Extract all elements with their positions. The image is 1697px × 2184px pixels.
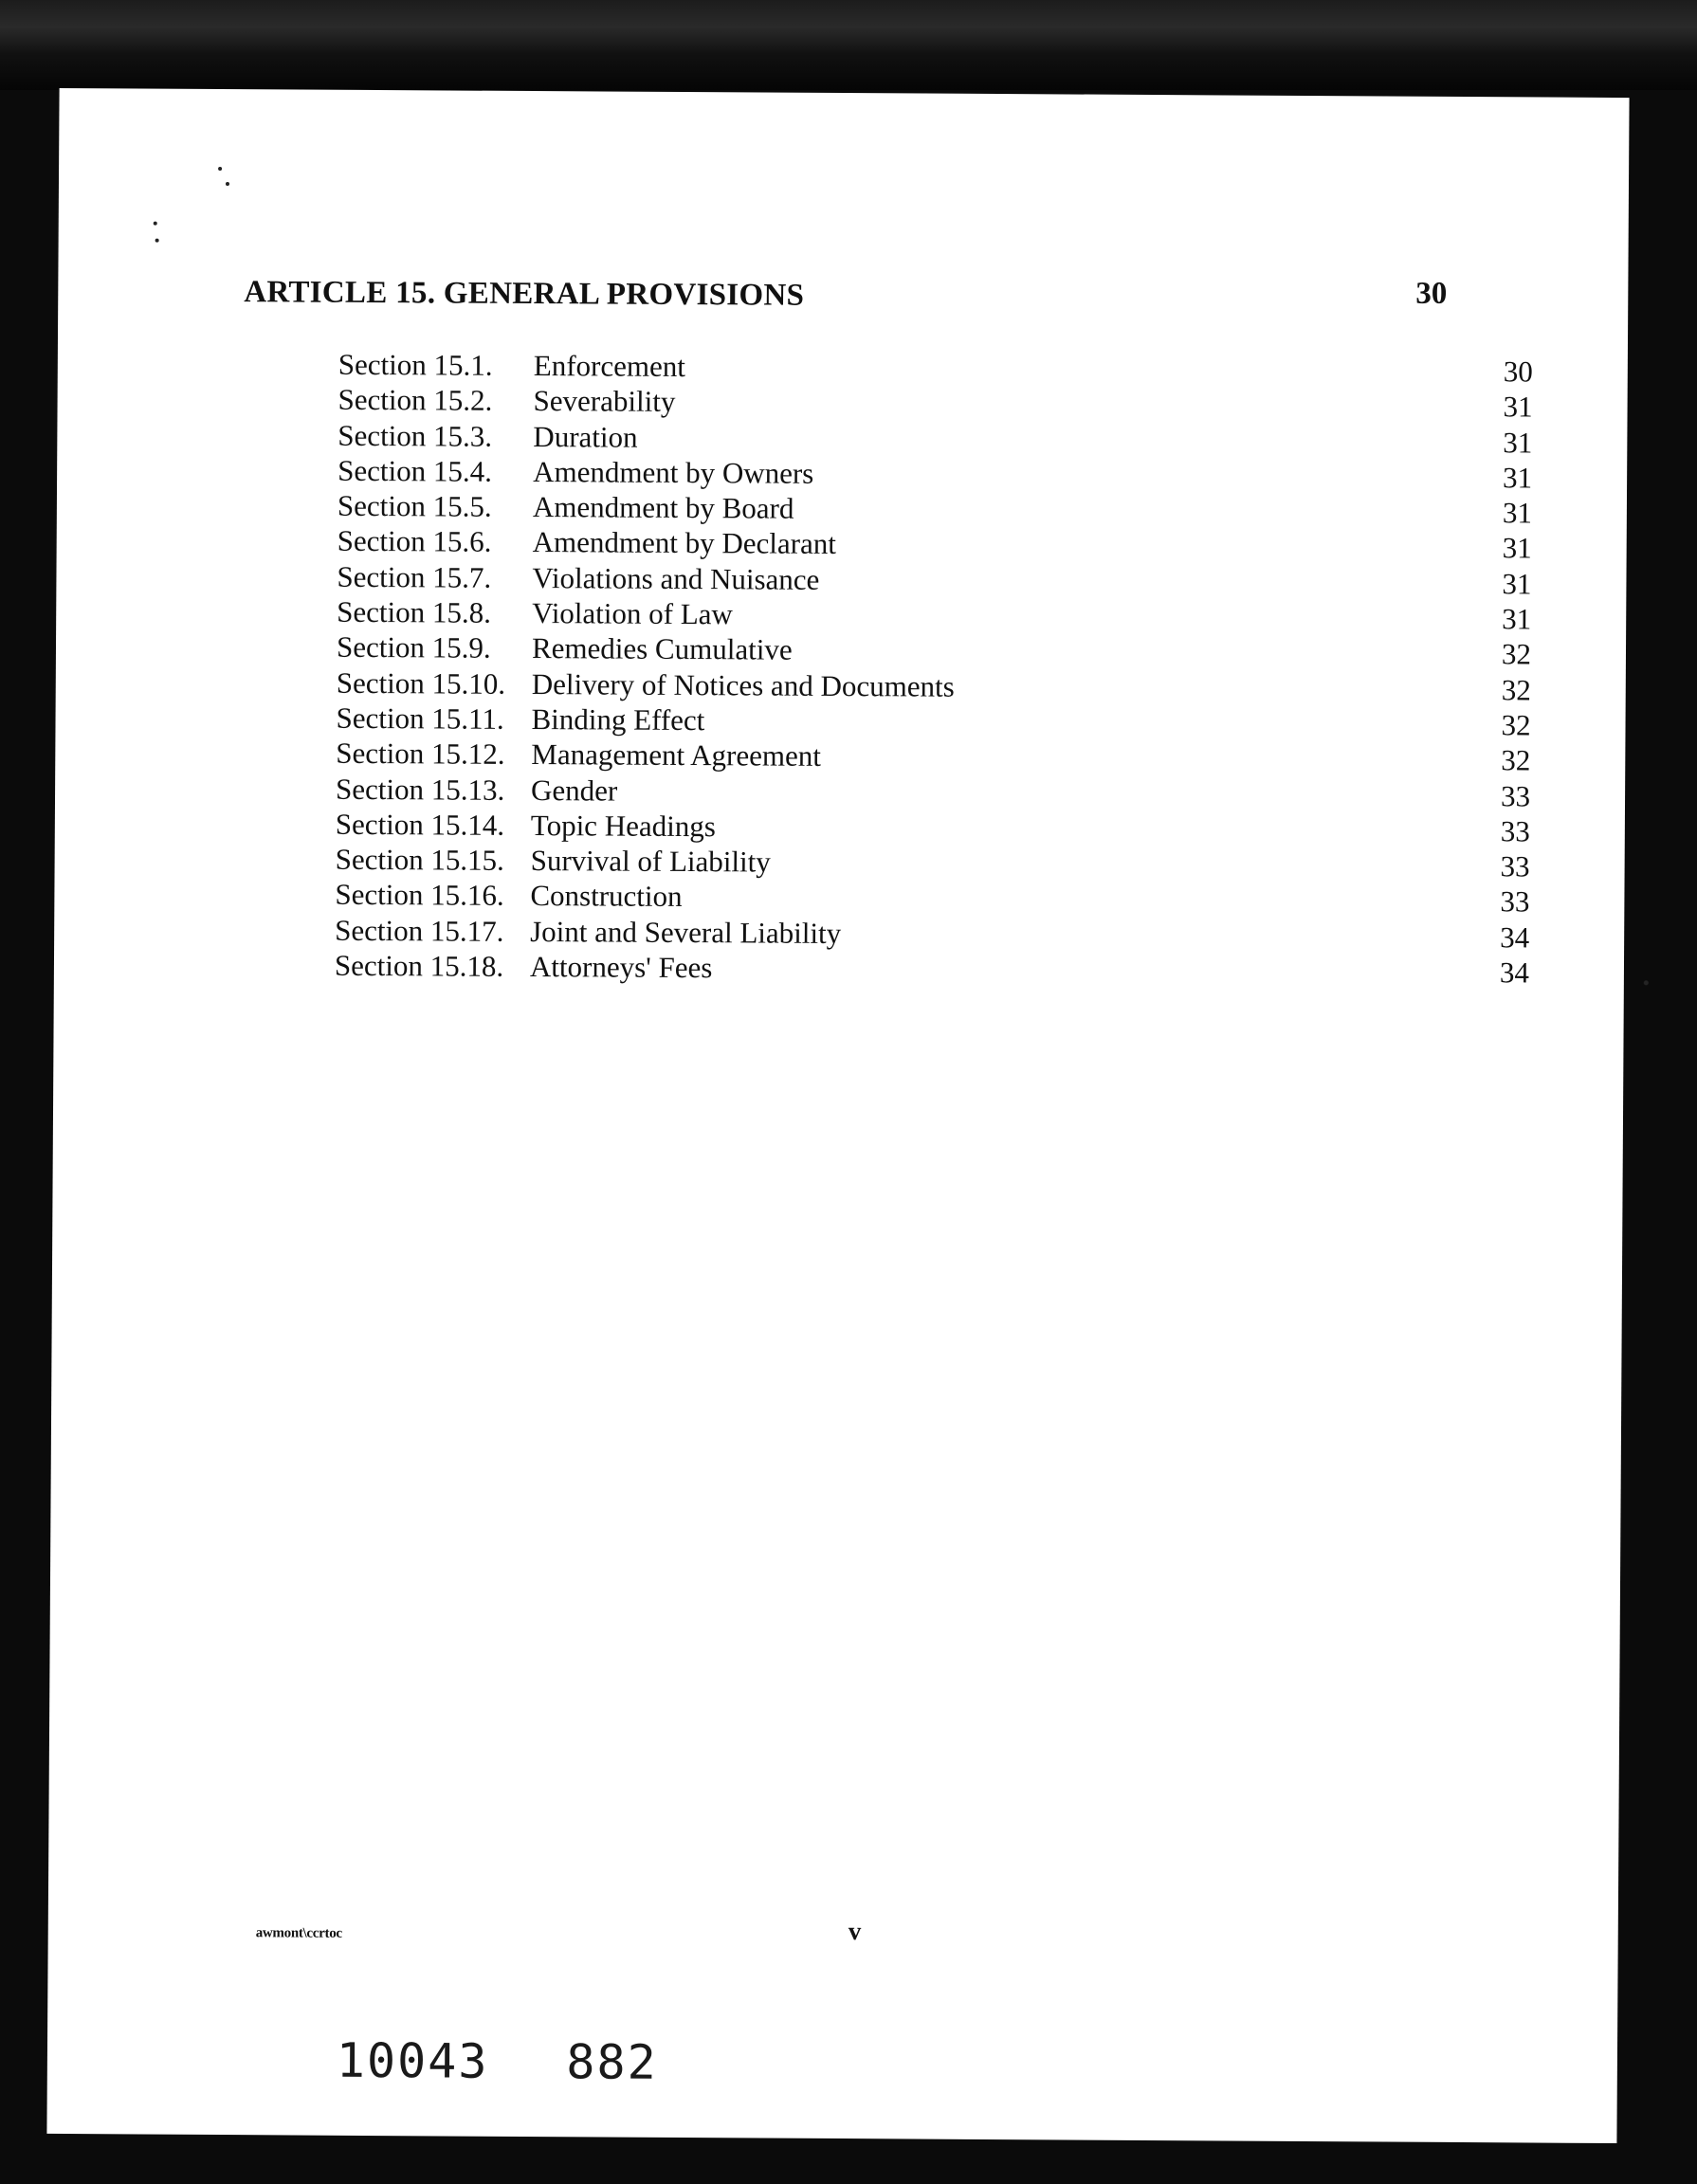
section-page: 32 — [1501, 637, 1532, 671]
section-page: 31 — [1503, 390, 1533, 424]
section-number: Section 15.6. — [337, 524, 492, 559]
bates-part-2: 882 — [566, 2034, 658, 2090]
footer-file-path: awmont\ccrtoc — [255, 1925, 342, 1941]
section-page: 30 — [1503, 355, 1533, 389]
section-number: Section 15.4. — [338, 453, 493, 488]
section-title: Violation of Law — [532, 596, 733, 631]
section-number: Section 15.1. — [338, 347, 493, 382]
section-title: Amendment by Board — [532, 490, 794, 525]
section-number: Section 15.10. — [336, 665, 506, 701]
bates-number — [337, 2033, 658, 2090]
section-number: Section 15.15. — [335, 842, 504, 877]
section-page: 31 — [1502, 602, 1532, 636]
section-title: Remedies Cumulative — [531, 631, 793, 667]
section-number: Section 15.7. — [337, 559, 492, 594]
section-title: Delivery of Notices and Documents — [531, 666, 955, 703]
section-number: Section 15.13. — [335, 772, 505, 807]
section-page: 31 — [1502, 531, 1532, 565]
section-number: Section 15.5. — [337, 488, 492, 523]
section-title: Amendment by Declarant — [532, 525, 837, 561]
section-number: Section 15.11. — [336, 701, 504, 736]
section-title: Gender — [530, 773, 618, 808]
scan-top-edge — [0, 0, 1697, 90]
section-title: Violations and Nuisance — [532, 560, 820, 596]
section-page: 33 — [1500, 884, 1530, 919]
section-number: Section 15.3. — [338, 418, 493, 453]
table-of-contents — [335, 348, 1533, 992]
section-number: Section 15.12. — [336, 737, 505, 772]
section-page: 32 — [1501, 708, 1531, 742]
section-page: 33 — [1500, 814, 1530, 848]
section-title: Survival of Liability — [530, 844, 771, 879]
section-title: Severability — [533, 384, 676, 419]
section-number: Section 15.8. — [337, 594, 492, 629]
section-page: 33 — [1500, 849, 1530, 883]
section-title: Binding Effect — [531, 701, 705, 737]
section-number: Section 15.9. — [336, 630, 491, 665]
section-page: 31 — [1502, 567, 1532, 601]
section-page: 33 — [1500, 778, 1531, 813]
section-title: Topic Headings — [530, 808, 716, 844]
article-page-number: 30 — [1415, 276, 1448, 311]
section-title: Duration — [533, 419, 638, 454]
section-number: Section 15.2. — [338, 383, 493, 418]
section-title: Enforcement — [533, 349, 686, 384]
section-title: Construction — [530, 879, 683, 914]
section-title: Joint and Several Liability — [530, 914, 842, 950]
section-number: Section 15.17. — [335, 913, 504, 948]
section-number: Section 15.14. — [335, 807, 505, 842]
section-page: 32 — [1501, 743, 1531, 777]
section-page: 34 — [1499, 956, 1530, 990]
toc-row — [335, 949, 1529, 992]
bates-part-1: 10043 — [336, 2032, 489, 2089]
scan-speck — [226, 182, 229, 186]
section-title: Attorneys' Fees — [529, 950, 713, 985]
section-page: 32 — [1501, 672, 1531, 707]
footer-page-number: v — [848, 1917, 862, 1946]
section-page: 34 — [1500, 920, 1530, 955]
article-heading: ARTICLE 15. GENERAL PROVISIONS — [244, 275, 805, 313]
scan-speck — [155, 239, 159, 243]
section-page: 31 — [1503, 461, 1533, 495]
scan-speck — [154, 222, 157, 226]
section-page: 31 — [1503, 425, 1533, 460]
section-number: Section 15.16. — [335, 878, 504, 913]
section-title: Amendment by Owners — [533, 454, 814, 490]
section-title: Management Agreement — [531, 737, 822, 774]
section-number: Section 15.18. — [334, 948, 504, 983]
scan-speck — [218, 167, 222, 171]
section-page: 31 — [1502, 496, 1533, 530]
document-page — [46, 88, 1629, 2143]
